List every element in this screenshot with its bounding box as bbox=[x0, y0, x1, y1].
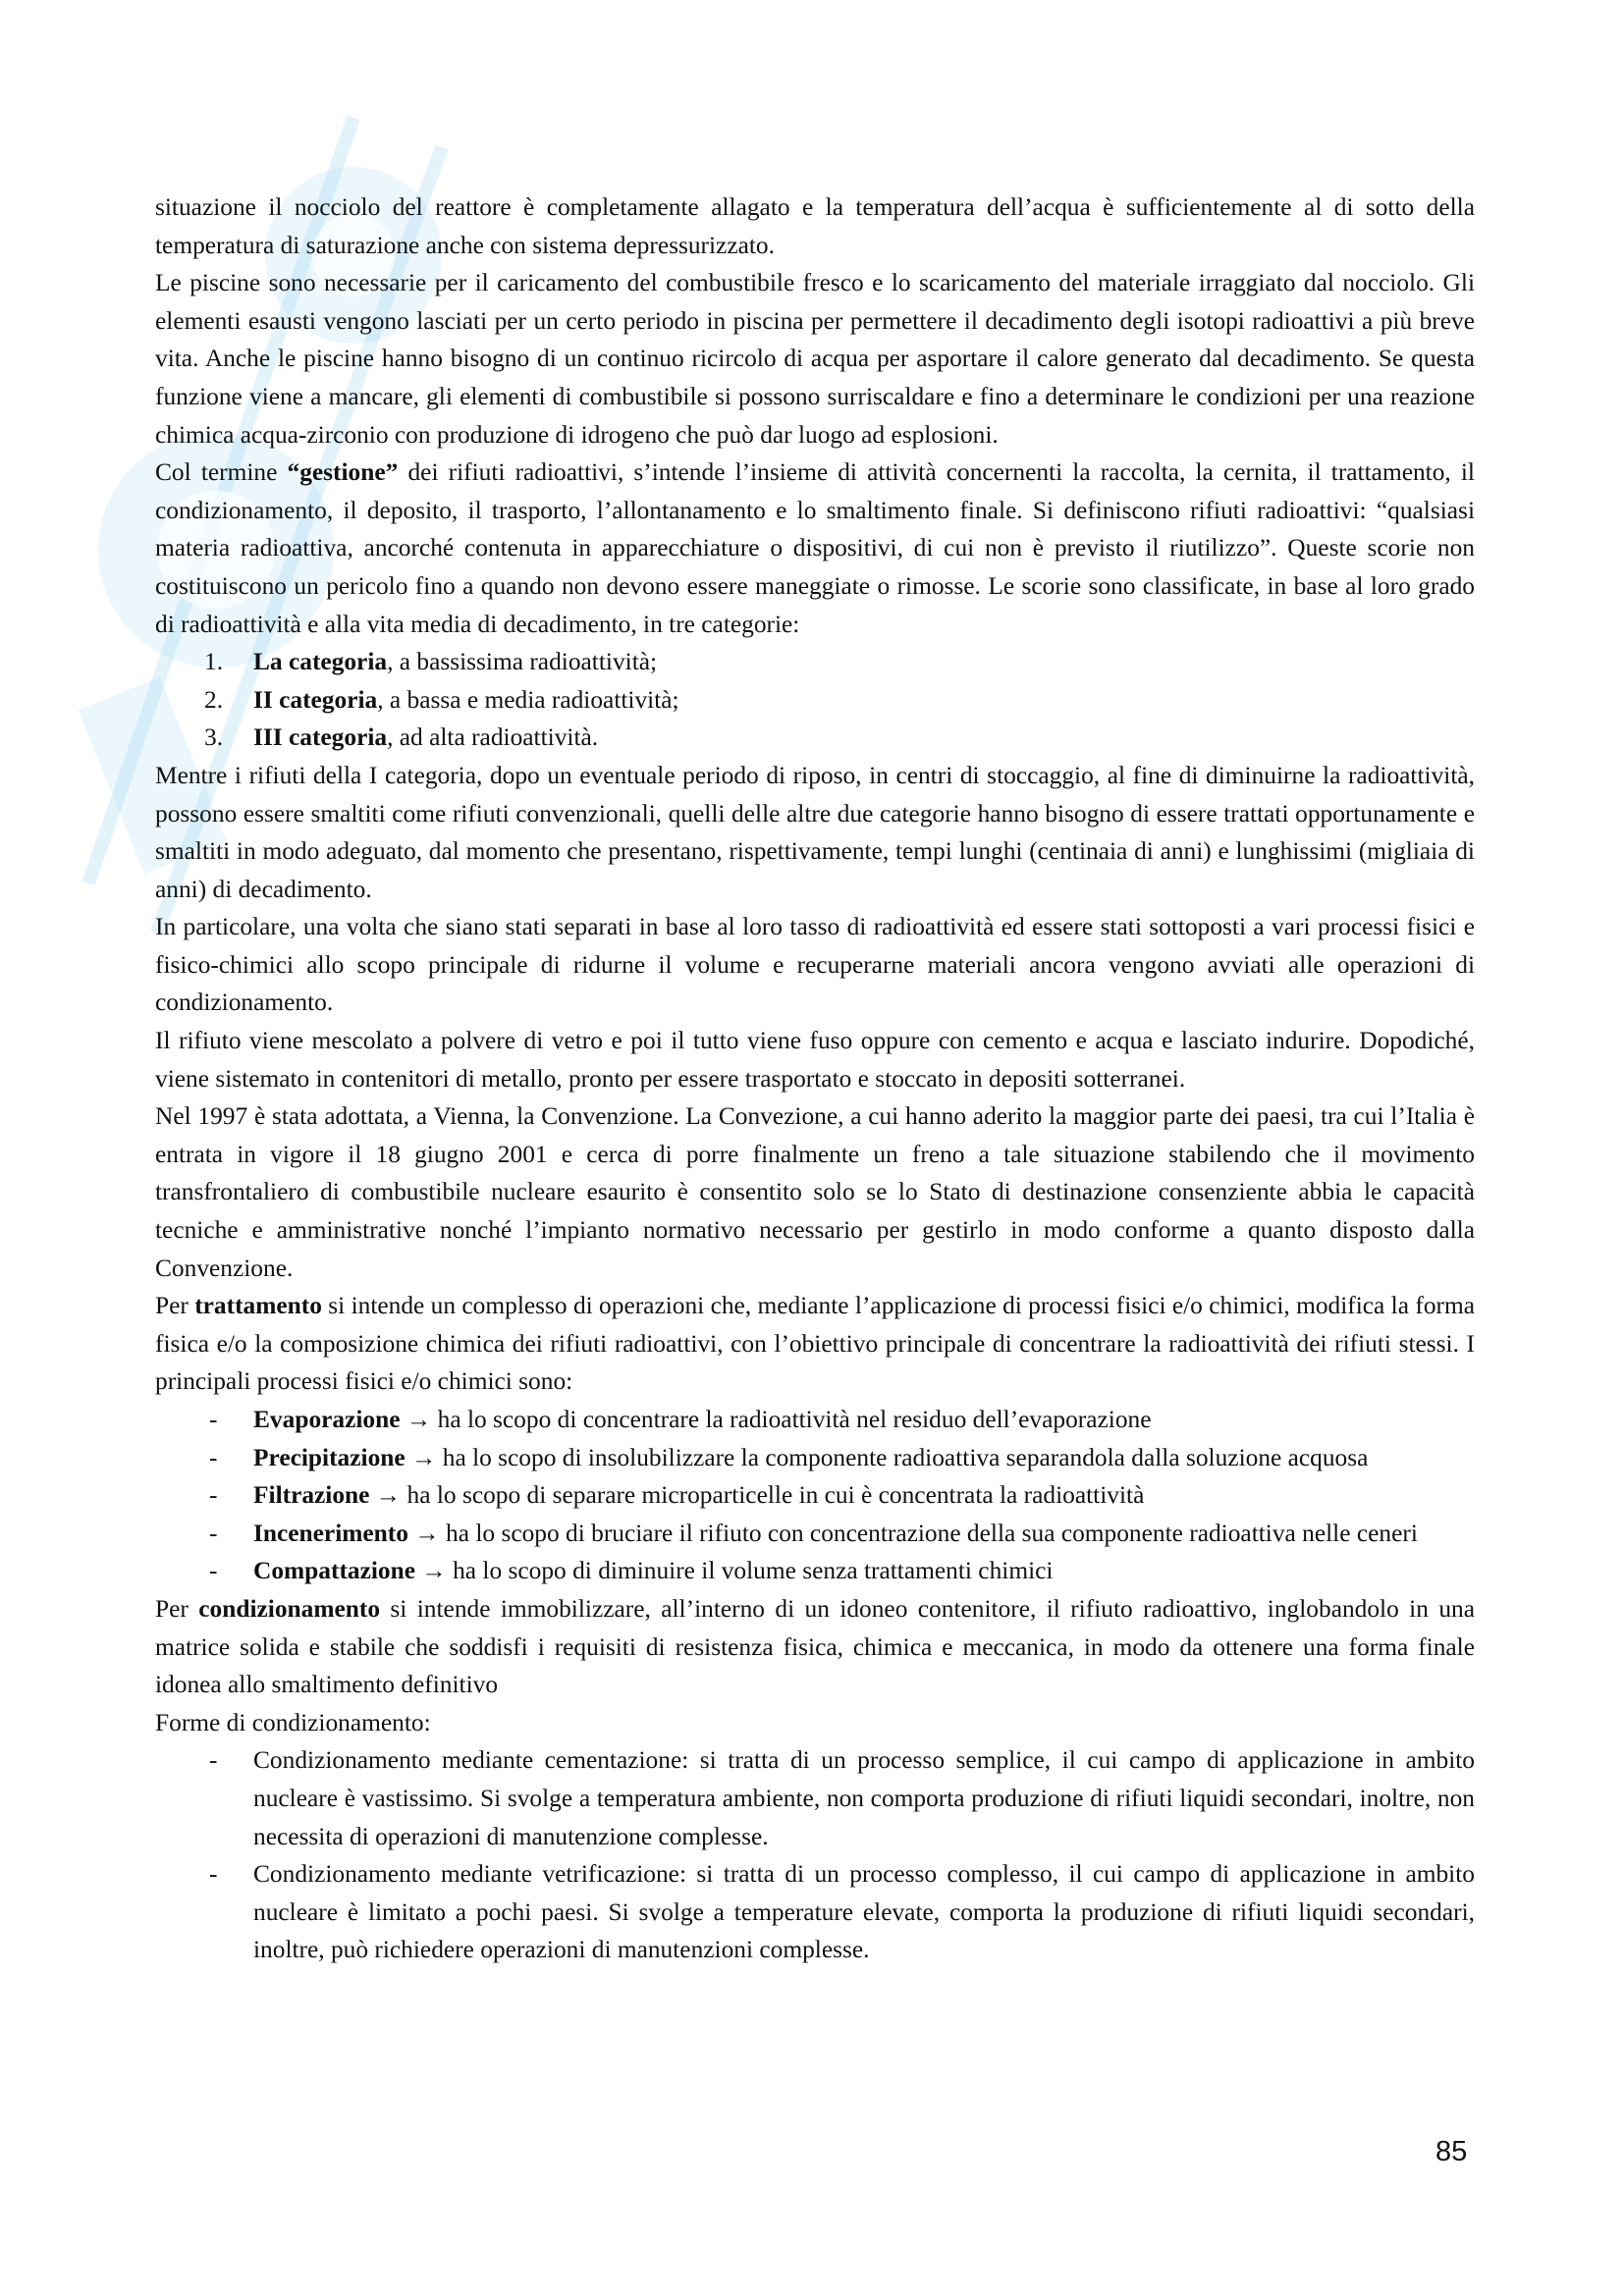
paragraph-10: Forme di condizionamento: bbox=[155, 1708, 431, 1736]
list-item: - Compattazione → ha lo scopo di diminuire il volume senza trattamenti chimici bbox=[209, 1557, 1054, 1585]
list-item: - Evaporazione → ha lo scopo di concentrare la radioattività nel residuo dell’evaporazione bbox=[209, 1406, 1152, 1433]
paragraph-9: Per condizionamento si intende immobilizzare, all’interno di un idoneo contenitore, il rifiuto radioattivo, inglobandolo in una matrice solida e stabile che soddisfi i requisiti di resistenza fisica, chimica e meccanica, in modo da ottenere una forma finale idonea allo smaltimento definitivo bbox=[155, 1594, 1475, 1699]
list-item: - Incenerimento → ha lo scopo di bruciare il rifiuto con concentrazione della sua componente radioattiva nelle ceneri bbox=[209, 1519, 1418, 1547]
paragraph-1: situazione il nocciolo del reattore è completamente allagato e la temperatura dell’acqua è sufficientemente al di sotto della temperatura di saturazione anche con sistema depressurizzato. bbox=[155, 193, 1475, 259]
paragraph-2: Le piscine sono necessarie per il caricamento del combustibile fresco e lo scaricamento del materiale irraggiato dal nocciolo. Gli elementi esausti vengono lasciati per un certo periodo in piscina per permettere il decadimento degli isotopi radioattivi a più breve vita. Anche le piscine hanno bisogno di un continuo ricircolo di acqua per asportare il calore generato dal decadimento. Se questa funzione viene a mancare, gli elementi di combustibile si possono surriscaldare e fino a determinare le condizioni per una reazione chimica acqua-zirconio con produzione di idrogeno che può dar luogo ad esplosioni. bbox=[155, 269, 1475, 449]
paragraph-3: Col termine “gestione” dei rifiuti radioattivi, s’intende l’insieme di attività concernenti la raccolta, la cernita, il trattamento, il condizionamento, il deposito, il trasporto, l’allontanamento e lo smaltimento finale. Si definiscono rifiuti radioattivi: “qualsiasi materia radioattiva, ancorché contenuta in apparecchiature o dispositivi, di cui non è previsto il riutilizzo”. Queste scorie non costituiscono un pericolo fino a quando non devono essere maneggiate o rimosse. Le scorie sono classificate, in base al loro grado di radioattività e alla vita media di decadimento, in tre categorie: bbox=[155, 458, 1475, 638]
list-item: - Filtrazione → ha lo scopo di separare microparticelle in cui è concentrata la radioattività bbox=[209, 1481, 1145, 1510]
list-item: - Condizionamento mediante vetrificazione: si tratta di un processo complesso, il cui campo di applicazione in ambito nucleare è limitato a pochi paesi. Si svolge a temperature elevate, comporta la produzione di rifiuti liquidi secondari, inoltre, può richiedere operazioni di manutenzioni complesse. bbox=[209, 1860, 1475, 1964]
list-item: 1. La categoria, a bassissima radioattività; bbox=[204, 648, 658, 676]
paragraph-8: Per trattamento si intende un complesso di operazioni che, mediante l’applicazione di processi fisici e/o chimici, modifica la forma fisica e/o la composizione chimica dei rifiuti radioattivi, con l’obiettivo principale di concentrare la radioattività dei rifiuti stessi. I principali processi fisici e/o chimici sono: bbox=[155, 1292, 1475, 1396]
paragraph-7: Nel 1997 è stata adottata, a Vienna, la Convenzione. La Convezione, a cui hanno aderito la maggior parte dei paesi, tra cui l’Italia è entrata in vigore il 18 giugno 2001 e cerca di porre finalmente un freno a tale situazione stabilendo che il movimento transfrontaliero di combustibile nucleare esaurito è consentito solo se lo Stato di destinazione consenziente abbia le capacità tecniche e amministrative nonché l’impianto normativo necessario per gestirlo in modo conforme a quanto disposto dalla Convenzione. bbox=[155, 1102, 1475, 1282]
process-list bbox=[155, 1401, 1475, 1590]
page-number: 85 bbox=[1435, 2136, 1468, 2167]
list-item: 2. II categoria, a bassa e media radioattività; bbox=[204, 685, 679, 714]
document-body bbox=[155, 188, 1475, 1969]
arrow-right-icon: → bbox=[400, 1406, 438, 1433]
arrow-right-icon: → bbox=[369, 1481, 407, 1510]
paragraph-5: In particolare, una volta che siano stati separati in base al loro tasso di radioattività ed essere stati sottoposti a vari processi fisici e fisico-chimici allo scopo principale di ridurne il volume e recuperarne materiali ancora vengono avviati alle operazioni di condizionamento. bbox=[155, 913, 1475, 1017]
arrow-right-icon: → bbox=[407, 1519, 447, 1547]
list-item: - Condizionamento mediante cementazione: si tratta di un processo semplice, il cui campo di applicazione in ambito nucleare è vastissimo. Si svolge a temperatura ambiente, non comporta produzione di rifiuti liquidi secondari, inoltre, non necessita di operazioni di manutenzione complesse. bbox=[209, 1746, 1475, 1850]
conditioning-forms-list bbox=[155, 1741, 1475, 1969]
category-list bbox=[155, 643, 1475, 757]
list-item: 3. III categoria, ad alta radioattività. bbox=[204, 723, 599, 752]
list-item: - Precipitazione → ha lo scopo di insolubilizzare la componente radioattiva separandola dalla soluzione acquosa bbox=[209, 1443, 1369, 1471]
paragraph-6: Il rifiuto viene mescolato a polvere di vetro e poi il tutto viene fuso oppure con cemento e acqua e lasciato indurire. Dopodiché, viene sistemato in contenitori di metallo, pronto per essere trasportato e stoccato in depositi sotterranei. bbox=[155, 1027, 1475, 1093]
arrow-right-icon: → bbox=[415, 1557, 454, 1585]
arrow-right-icon: → bbox=[405, 1443, 443, 1471]
paragraph-4: Mentre i rifiuti della I categoria, dopo un eventuale periodo di riposo, in centri di stoccaggio, al fine di diminuirne la radioattività, possono essere smaltiti come rifiuti convenzionali, quelli delle altre due categorie hanno bisogno di essere trattati opportunamente e smaltiti in modo adeguato, dal momento che presentano, rispettivamente, tempi lunghi (centinaia di anni) e lunghissimi (migliaia di anni) di decadimento. bbox=[155, 761, 1475, 903]
